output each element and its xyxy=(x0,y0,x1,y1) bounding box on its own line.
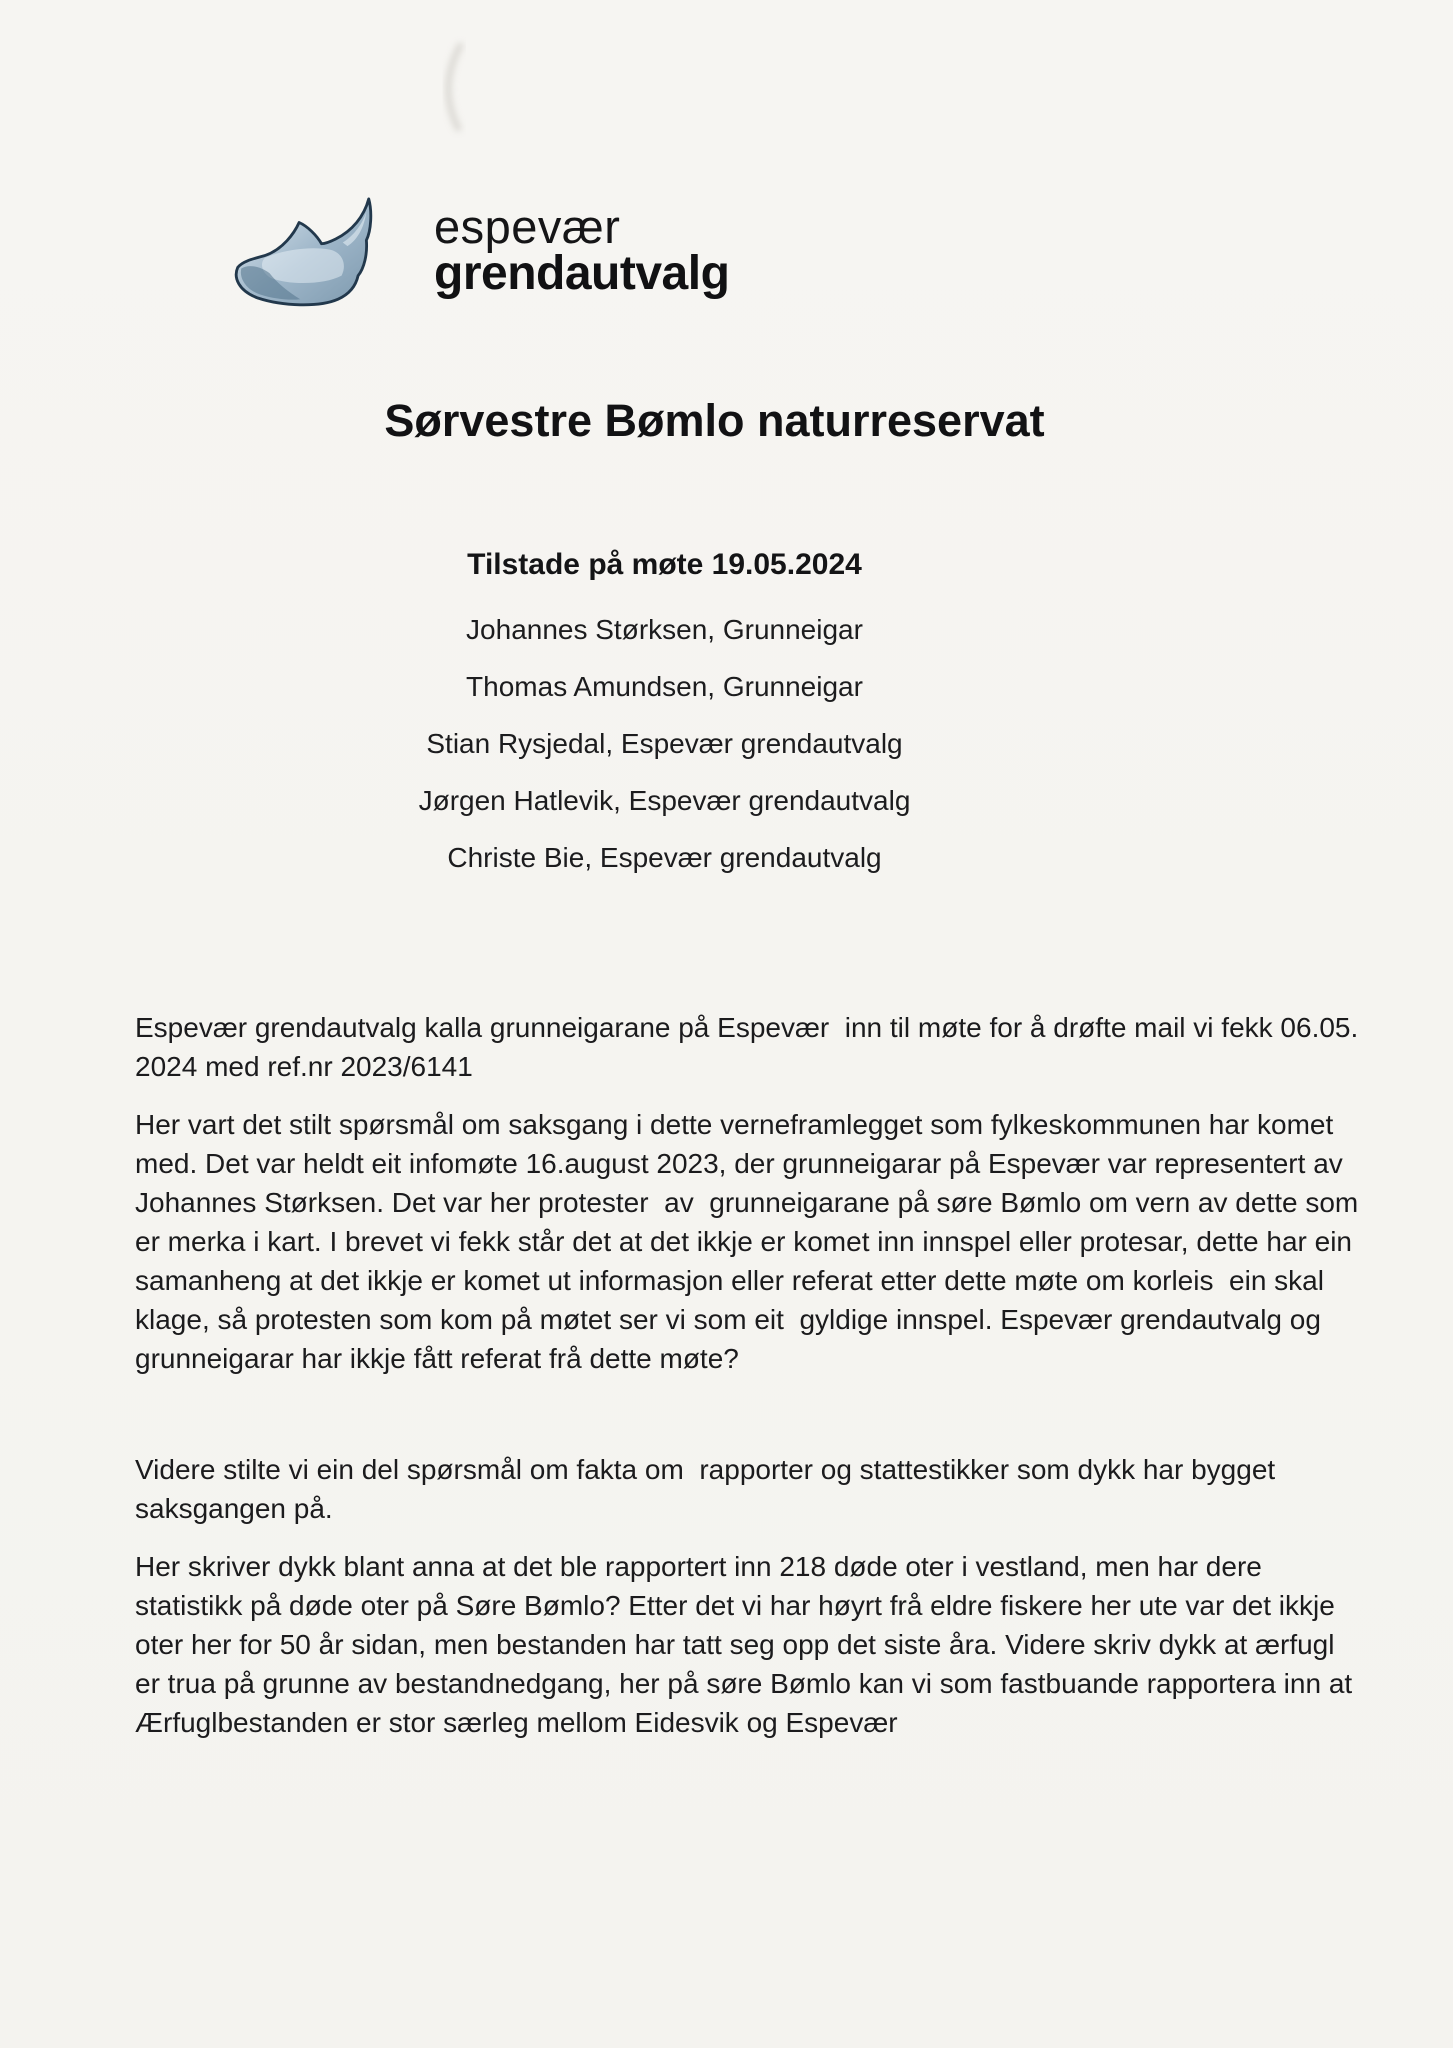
paragraph-intro: Espevær grendautvalg kalla grunneigarane på Espevær inn til møte for å drøfte mail vi fekk 06.05. 2024 med ref.nr 2023/6141 xyxy=(135,1012,1367,1082)
attendee-item: Thomas Amundsen, Grunneigar xyxy=(466,671,863,702)
attendee-item: Christe Bie, Espevær grendautvalg xyxy=(447,842,882,873)
attendee-item: Johannes Størksen, Grunneigar xyxy=(466,614,863,645)
paragraph-fakta: Videre stilte vi ein del spørsmål om fakta om rapporter og stattestikker som dykk har bygget saksgangen på. xyxy=(135,1454,1283,1524)
org-name-line2: grendautvalg xyxy=(434,247,730,300)
whale-watercolor-icon xyxy=(228,193,408,311)
scan-crease-artifact xyxy=(408,28,528,158)
attendance-heading: Tilstade på møte 19.05.2024 xyxy=(467,548,862,581)
org-logo xyxy=(228,193,729,311)
attendee-item: Stian Rysjedal, Espevær grendautvalg xyxy=(426,728,903,759)
attendee-item: Jørgen Hatlevik, Espevær grendautvalg xyxy=(418,785,911,816)
document-body xyxy=(135,1008,1365,1761)
org-logo-text xyxy=(434,193,729,299)
paragraph-saksgang: Her vart det stilt spørsmål om saksgang i dette verneframlegget som fylkeskommunen har komet med. Det var heldt eit infomøte 16.august 2023, der grunneigarar på Espevær var representert av Johannes Størksen. Det var her protester av grunneigarane på søre Bømlo om vern av dette som er merka i kart. I brevet vi fekk står det at det ikkje er komet inn innspel eller protesar, dette har ein samanheng at det ikkje er komet ut informasjon eller referat etter dette møte om korleis ein skal klage, så protesten som kom på møtet ser vi som eit gyldige innspel. Espevær grendautvalg og grunneigarar har ikkje fått referat frå dette møte? xyxy=(135,1109,1367,1374)
attendance-section xyxy=(0,548,1391,900)
paragraph-oter-aerfugl: Her skriver dykk blant anna at det ble rapportert inn 218 døde oter i vestland, men har dere statistikk på døde oter på Søre Bømlo? Etter det vi har høyrt frå eldre fiskere her ute var det ikkje oter her for 50 år sidan, men bestanden har tatt seg opp det siste åra. Videre skriv dykk at ærfugl er trua på grunne av bestandnedgang, her på søre Bømlo kan vi som fastbuande rapportera inn at Ærfuglbestanden er stor særleg mellom Eidesvik og Espevær xyxy=(135,1551,1360,1738)
page-title: Sørvestre Bømlo naturreservat xyxy=(384,395,1045,446)
org-name-line1: espevær xyxy=(434,200,621,253)
